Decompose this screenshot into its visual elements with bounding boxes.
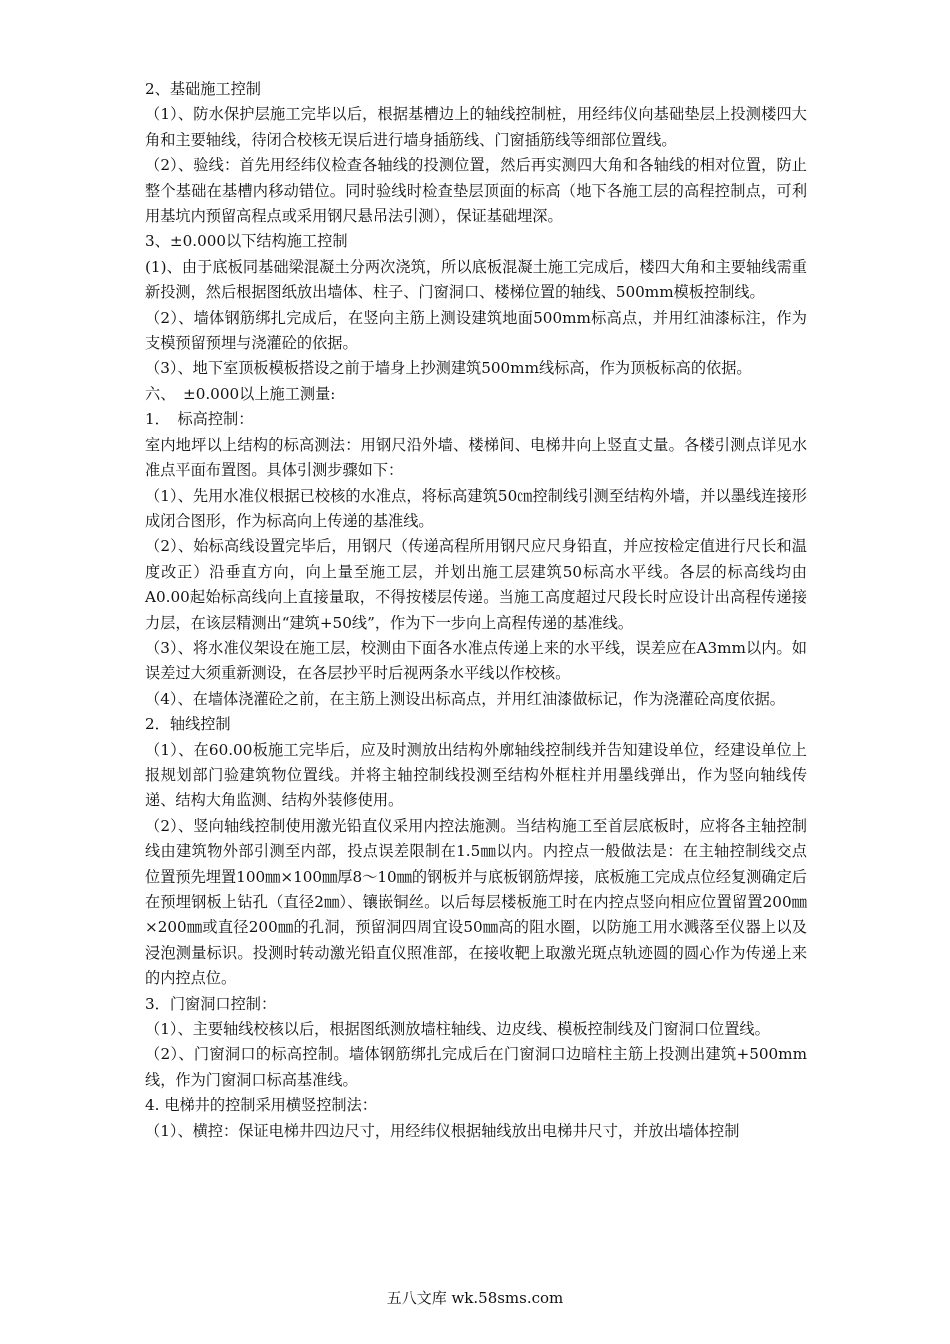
paragraph: （1）、在60.00板施工完毕后，应及时测放出结构外廓轴线控制线并告知建设单位，经建设单位上报规划部门验建筑物位置线。并将主轴控制线投测至结构外框柱并用墨线弹出，作为竖向轴线传递、结构大角监测、结构外装修使用。 xyxy=(145,740,807,810)
page-footer: 五八文库 wk.58sms.com xyxy=(386,1289,564,1307)
heading-axis-control: 2．轴线控制 xyxy=(145,715,231,734)
heading-openings-control: 3．门窗洞口控制： xyxy=(145,994,277,1013)
heading-above-zero-survey: 六、 ±0.000以上施工测量: xyxy=(145,384,336,403)
heading-elevator-shaft-control: 4. 电梯井的控制采用横竖控制法： xyxy=(145,1096,377,1115)
document-body xyxy=(145,77,807,1144)
heading-elevation-control: 1． 标高控制： xyxy=(145,410,254,429)
paragraph: （2）、始标高线设置完毕后，用钢尺（传递高程所用钢尺应尺身铅直，并应按检定值进行尺长和温度改正）沿垂直方向，向上量至施工层，并划出施工层建筑50标高水平线。各层的标高线均由A0.00起始标高线向上直接量取，不得按楼层传递。当施工高度超过尺段长时应设计出高程传递接力层，在该层精测出“建筑+50线”，作为下一步向上高程传递的基准线。 xyxy=(145,537,807,632)
paragraph: （3）、将水准仪架设在施工层，校测由下面各水准点传递上来的水平线，误差应在A3mm以内。如误差过大须重新测设，在各层抄平时后视两条水平线以作校核。 xyxy=(145,638,807,683)
paragraph: （2）、墙体钢筋绑扎完成后，在竖向主筋上测设建筑地面500mm标高点，并用红油漆标注，作为支模预留预埋与浇灌砼的依据。 xyxy=(145,308,807,353)
paragraph: (1)、由于底板同基础梁混凝土分两次浇筑，所以底板混凝土施工完成后，楼四大角和主要轴线需重新投测，然后根据图纸放出墙体、柱子、门窗洞口、楼梯位置的轴线、500mm模板控制线。 xyxy=(145,257,807,302)
paragraph: （1）、先用水准仪根据已校核的水准点，将标高建筑50㎝控制线引测至结构外墙，并以墨线连接形成闭合图形，作为标高向上传递的基准线。 xyxy=(145,486,807,530)
heading-foundation-control: 2、基础施工控制 xyxy=(145,80,261,98)
paragraph: （4）、在墙体浇灌砼之前，在主筋上测设出标高点，并用红油漆做标记，作为浇灌砼高度依据。 xyxy=(145,689,785,708)
paragraph: （1）、主要轴线校核以后，根据图纸测放墙柱轴线、边皮线、模板控制线及门窗洞口位置线。 xyxy=(145,1020,770,1039)
paragraph: （1）、横控：保证电梯井四边尺寸，用经纬仪根据轴线放出电梯井尺寸，并放出墙体控制 xyxy=(145,1121,740,1140)
paragraph: （2）、验线：首先用经纬仪检查各轴线的投测位置，然后再实测四大角和各轴线的相对位置，防止整个基础在基槽内移动错位。同时验线时检查垫层顶面的标高（地下各施工层的高程控制点，可利用基坑内预留高程点或采用钢尺悬吊法引测），保证基础埋深。 xyxy=(145,156,807,226)
paragraph: 室内地坪以上结构的标高测法：用钢尺沿外墙、楼梯间、电梯井向上竖直丈量。各楼引测点详见水准点平面布置图。具体引测步骤如下： xyxy=(145,435,807,480)
paragraph: （3）、地下室顶板模板搭设之前于墙身上抄测建筑500mm线标高，作为顶板标高的依据。 xyxy=(145,359,752,378)
paragraph: （2）、竖向轴线控制使用激光铅直仪采用内控法施测。当结构施工至首层底板时，应将各主轴控制线由建筑物外部引测至内部，投点误差限制在1.5㎜以内。内控点一般做法是：在主轴控制线交点位置预先埋置100㎜×100㎜厚8～10㎜的钢板并与底板钢筋焊接，底板施工完成点位经复测确定后在预埋钢板上钻孔（直径2㎜）、镶嵌铜丝。以后每层楼板施工时在内控点竖向相应位置留置200㎜×200㎜或直径200㎜的孔洞，预留洞四周宜设50㎜高的阻水圈，以防施工用水溅落至仪器上以及浸泡测量标识。投测时转动激光铅直仪照准部，在接收靶上取激光斑点轨迹圆的圆心作为传递上来的内控点位。 xyxy=(145,816,807,988)
heading-below-zero-structure: 3、±0.000以下结构施工控制 xyxy=(145,232,348,251)
paragraph: （1）、防水保护层施工完毕以后，根据基槽边上的轴线控制桩，用经纬仪向基础垫层上投测楼四大角和主要轴线，待闭合校核无误后进行墙身插筋线、门窗插筋线等细部位置线。 xyxy=(145,105,807,149)
paragraph: （2）、门窗洞口的标高控制。墙体钢筋绑扎完成后在门窗洞口边暗柱主筋上投测出建筑+500mm线，作为门窗洞口标高基准线。 xyxy=(145,1045,807,1089)
